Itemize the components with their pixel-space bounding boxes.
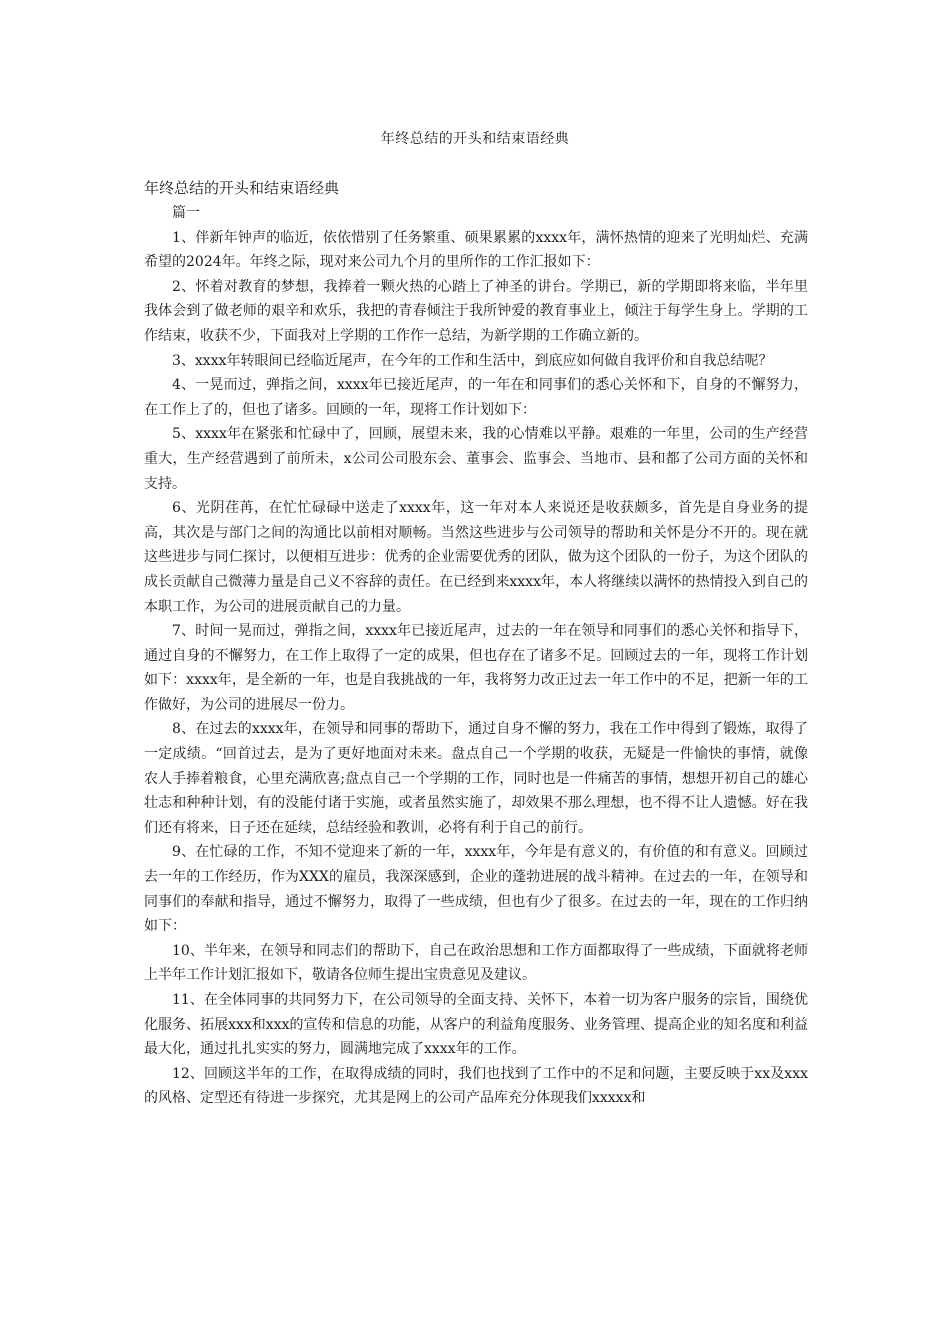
paragraph-2: 2、怀着对教育的梦想，我捧着一颗火热的心踏上了神圣的讲台。学期已，新的学期即将来临，半年里我体会到了做老师的艰辛和欢乐，我把的青春倾注于我所钟爱的教育事业上，倾注于每学生身上。学期的工作结束，收获不少，下面我对上学期的工作作一总结，为新学期的工作确立新的。	[144, 278, 808, 344]
document-title: 年终总结的开头和结束语经典	[380, 131, 570, 147]
paragraph-4: 4、一晃而过，弹指之间，xxxx年已接近尾声，的一年在和同事们的悉心关怀和下，自身的不懈努力，在工作上了的，但也了诸多。回顾的一年，现将工作计划如下：	[144, 377, 808, 418]
paragraph-9: 9、在忙碌的工作，不知不觉迎来了新的一年，xxxx年，今年是有意义的，有价值的和有意义。回顾过去一年的工作经历，作为XXX的雇员，我深深感到，企业的蓬勃进展的战斗精神。在过去的一年，在领导和同事们的奉献和指导，通过不懈努力，取得了一些成绩，但也有少了很多。在过去的一年，现在的工作归纳如下：	[144, 844, 808, 935]
paragraph-12: 12、回顾这半年的工作，在取得成绩的同时，我们也找到了工作中的不足和问题，主要反映于xx及xxx的风格、定型还有待进一步探究，尤其是网上的公司产品库充分体现我们xxxxx和	[144, 1065, 808, 1107]
paragraph-5: 5、xxxx年在紧张和忙碌中了，回顾，展望未来，我的心情难以平静。艰难的一年里，公司的生产经营重大，生产经营遇到了前所未，x公司公司股东会、董事会、监事会、当地市、县和都了公司方面的关怀和支持。	[144, 426, 808, 492]
paragraph-8: 8、在过去的xxxx年，在领导和同事的帮助下，通过自身不懈的努力，我在工作中得到了锻炼，取得了一定成绩。“回首过去，是为了更好地面对未来。盘点自己一个学期的收获，无疑是一件愉快的事情，就像农人手捧着粮食，心里充满欣喜;盘点自己一个学期的工作，同时也是一件痛苦的事情，想想开初自己的雄心壮志和种种计划，有的没能付诸于实施，或者虽然实施了，却效果不那么理想，也不得不让人遗憾。好在我们还有将来，日子还在延续，总结经验和教训，必将有利于自己的前行。	[144, 721, 808, 836]
paragraph-1: 1、伴新年钟声的临近，依依惜别了任务繁重、硕果累累的xxxx年，满怀热情的迎来了光明灿烂、充满希望的2024年。年终之际，现对来公司九个月的里所作的工作汇报如下：	[144, 229, 808, 271]
document-body	[144, 176, 808, 1111]
section-label: 篇一	[172, 205, 200, 221]
paragraph-7: 7、时间一晃而过，弹指之间，xxxx年已接近尾声，过去的一年在领导和同事们的悉心关怀和指导下，通过自身的不懈努力，在工作上取得了一定的成果，但也存在了诸多不足。回顾过去的一年，现将工作计划如下：xxxx年，是全新的一年，也是自我挑战的一年，我将努力改正过去一年工作中的不足，把新一年的工作做好，为公司的进展尽一份力。	[144, 623, 808, 713]
paragraph-6: 6、光阴荏苒，在忙忙碌碌中送走了xxxx年，这一年对本人来说还是收获颇多，首先是自身业务的提高，其次是与部门之间的沟通比以前相对顺畅。当然这些进步与公司领导的帮助和关怀是分不开的。现在就这些进步与同仁探讨，以便相互进步：优秀的企业需要优秀的团队，做为这个团队的一份子，为这个团队的成长贡献自己微薄力量是自己义不容辞的责任。在已经到来xxxx年，本人将继续以满怀的热情投入到自己的本职工作，为公司的进展贡献自己的力量。	[144, 500, 808, 615]
paragraph-11: 11、在全体同事的共同努力下，在公司领导的全面支持、关怀下，本着一切为客户服务的宗旨，围绕优化服务、拓展xxx和xxx的宣传和信息的功能，从客户的利益角度服务、业务管理、提高企业的知名度和利益最大化，通过扎扎实实的努力，圆满地完成了xxxx年的工作。	[144, 992, 808, 1058]
paragraph-10: 10、半年来，在领导和同志们的帮助下，自己在政治思想和工作方面都取得了一些成绩，下面就将老师上半年工作计划汇报如下，敬请各位师生提出宝贵意见及建议。	[144, 942, 808, 984]
document-subtitle: 年终总结的开头和结束语经典	[144, 179, 340, 197]
paragraph-3: 3、xxxx年转眼间已经临近尾声，在今年的工作和生活中，到底应如何做自我评价和自我总结呢？	[172, 352, 773, 369]
